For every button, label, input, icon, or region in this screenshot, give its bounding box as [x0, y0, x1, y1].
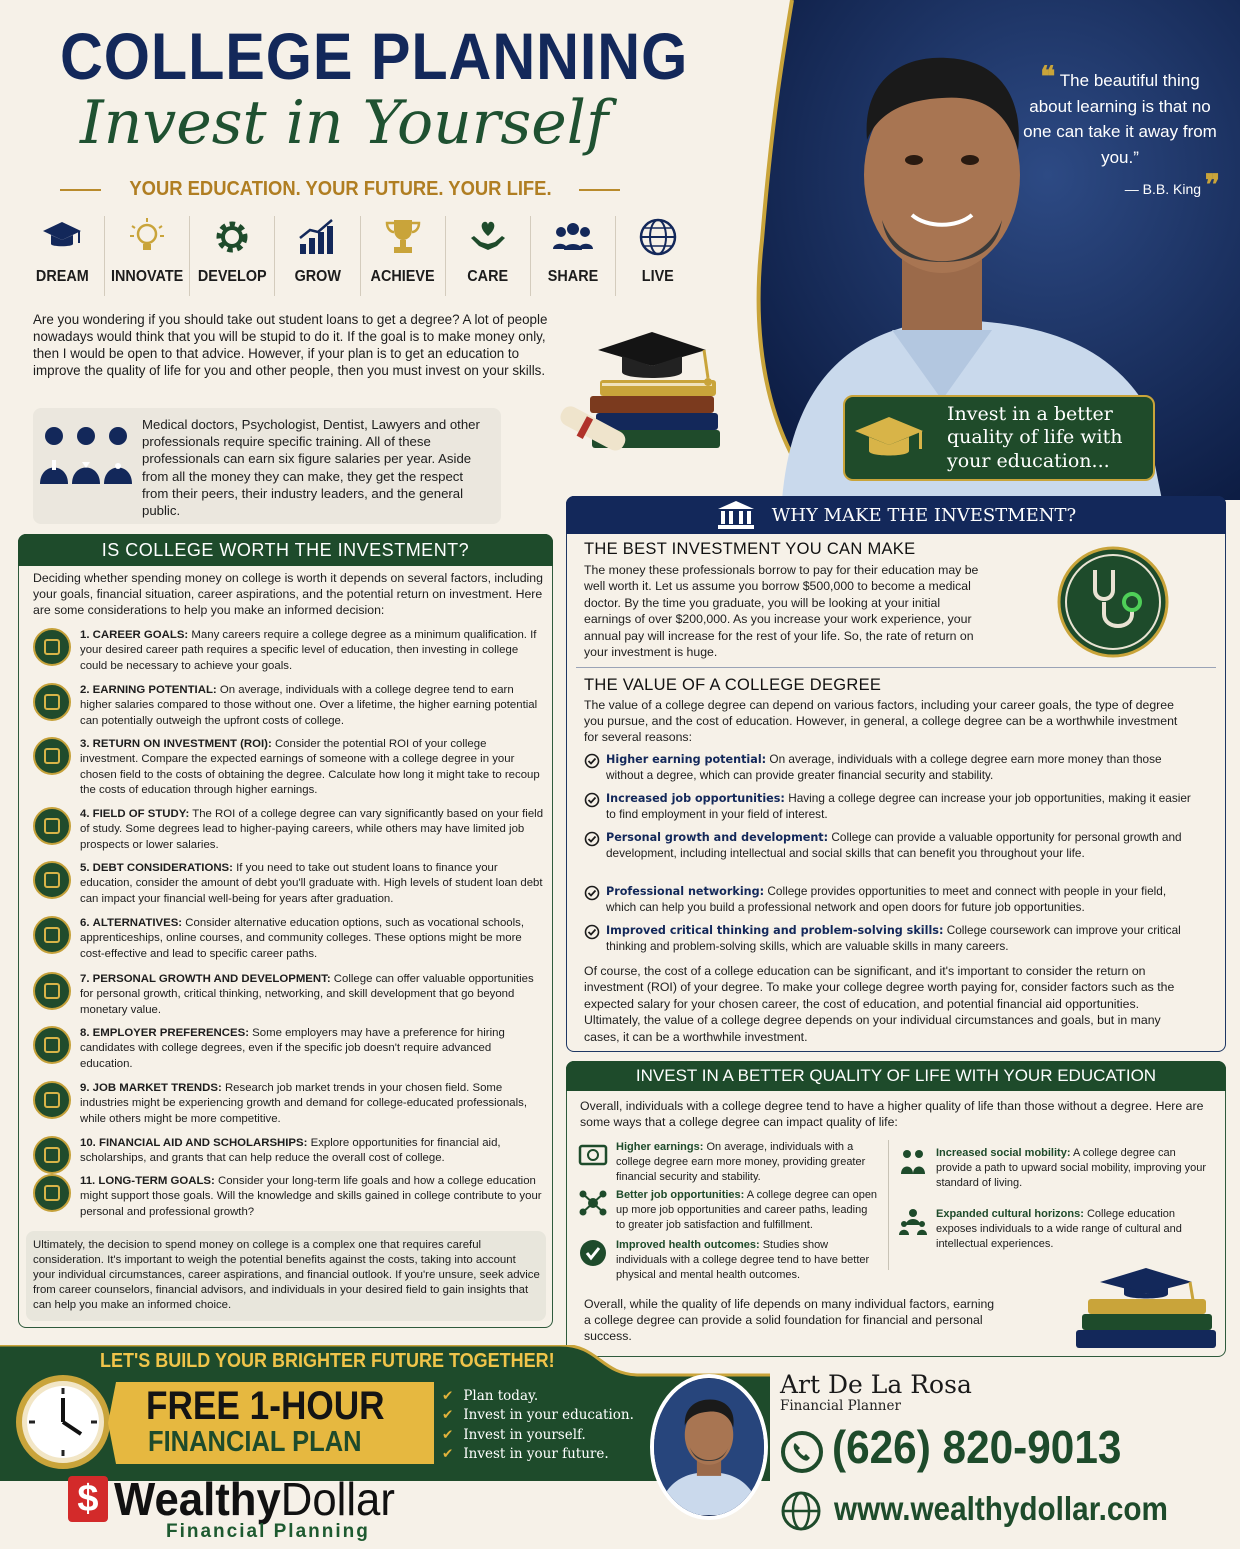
list-item: 11. LONG-TERM GOALS: Consider your long-term life goals and how a college education might support those goals. Will the knowledge and skills gained in college contribute to your personal and professional growth?	[33, 1174, 545, 1220]
why-heading-bar	[566, 496, 1226, 534]
value-live	[616, 216, 700, 296]
list-item: 7. PERSONAL GROWTH AND DEVELOPMENT: College can offer valuable opportunities for personal growth, critical thinking, networking, and skill development that go beyond monetary value.	[33, 972, 545, 1018]
check-circle-icon	[584, 831, 600, 847]
worth-intro: Deciding whether spending money on college is worth it depends on several factors, including your goals, financial situation, career aspirations, and the potential return on investment. Here are some considerations to help you make an informed decision:	[33, 571, 543, 617]
value-label: SHARE	[547, 268, 599, 285]
close-quote-icon: ❞	[1204, 168, 1220, 201]
value-degree-intro: The value of a college degree can depend on various factors, including your career goals, the type of degree you pursue, and the cost of education. However, in general, a college degree can be a worthwhile investment for several reasons:	[584, 698, 1178, 744]
value-share	[531, 216, 616, 296]
check-circle-icon	[584, 792, 600, 808]
page-title: COLLEGE PLANNING	[60, 19, 689, 93]
alternatives-icon	[33, 916, 71, 954]
growth-icon	[33, 972, 71, 1010]
roi-icon	[33, 737, 71, 775]
quality-intro: Overall, individuals with a college degree tend to have a higher quality of life than those without a degree. Here are some ways that a college degree can impact quality of life:	[580, 1099, 1204, 1129]
worth-heading: IS COLLEGE WORTH THE INVESTMENT?	[18, 534, 553, 566]
list-item: Increased social mobility: A college degree can provide a path to upward social mobility, improving your standard of living.	[898, 1146, 1213, 1191]
quality-column-divider	[888, 1140, 889, 1270]
tagline-rule-right	[579, 189, 620, 191]
earning-icon	[33, 683, 71, 721]
quality-heading: INVEST IN A BETTER QUALITY OF LIFE WITH YOUR EDUCATION	[566, 1061, 1226, 1091]
list-item: 3. RETURN ON INVESTMENT (ROI): Consider the potential ROI of your college investment. Compare the expected earnings of someone with a college degree in your chosen field to the costs of obtaining the degree. Calculate how long it might take to recoup the costs of education through higher earnings.	[33, 737, 545, 799]
free-plan-line2: FINANCIAL PLAN	[148, 1426, 362, 1458]
value-label: GROW	[294, 268, 341, 285]
debt-icon	[33, 861, 71, 899]
bank-icon	[716, 500, 756, 530]
footer-headline: LET'S BUILD YOUR BRIGHTER FUTURE TOGETHER!	[100, 1350, 555, 1372]
list-item: 4. FIELD OF STUDY: The ROI of a college degree can vary significantly based on your field of study. Some degrees lead to higher-paying careers, while others may have limited job prospects or lower salaries.	[33, 807, 545, 853]
gear-icon	[211, 216, 253, 258]
quote-block	[1020, 60, 1220, 203]
list-item: Higher earnings: On average, individuals with a college degree earn more money, providing greater financial security and stability.	[578, 1140, 878, 1185]
list-item: Improved health outcomes: Studies show individuals with a college degree tend to have better physical and mental health outcomes.	[578, 1238, 878, 1283]
best-investment-heading: THE BEST INVESTMENT YOU CAN MAKE	[584, 540, 916, 558]
list-item: Improved critical thinking and problem-solving skills: College coursework can improve your critical thinking and problem-solving skills, which are valuable skills in many careers.	[584, 923, 1194, 955]
books-cap-illustration	[1068, 1266, 1220, 1352]
footer-checklist	[442, 1387, 634, 1464]
advisor-name: Art De La Rosa	[780, 1370, 972, 1399]
career-icon	[33, 628, 71, 666]
list-item: 1. CAREER GOALS: Many careers require a college degree as a minimum qualification. If your desired career path requires a specific level of education, then investing in college could be necessary to achieve your goals.	[33, 628, 545, 674]
advisor-title: Financial Planner	[780, 1398, 901, 1414]
value-label: DEVELOP	[197, 268, 267, 285]
mobility-icon	[898, 1146, 928, 1176]
value-label: CARE	[467, 268, 509, 285]
money-icon	[578, 1140, 608, 1170]
value-develop	[190, 216, 275, 296]
quote-author: — B.B. King ❞	[1124, 168, 1220, 201]
market-trends-icon	[33, 1081, 71, 1119]
financial-aid-icon	[33, 1136, 71, 1174]
website-link[interactable]: www.wealthydollar.com	[834, 1490, 1168, 1527]
network-icon	[578, 1188, 608, 1218]
tagline: YOUR EDUCATION. YOUR FUTURE. YOUR LIFE.	[128, 178, 552, 200]
worth-conclusion: Ultimately, the decision to spend money on college is a complex one that requires careful consideration. It's important to weigh the potential benefits against the costs, taking into account your individual circumstances, career aspirations, and financial outlook. If you're unsure, seek advice from career counselors, financial advisors, and individuals in your desired field to gain insights that can help you make an informed choice.	[33, 1239, 540, 1311]
graduation-cap-icon	[41, 216, 83, 258]
list-item: Expanded cultural horizons: College education exposes individuals to a wide range of cultural and intellectual experiences.	[898, 1207, 1213, 1252]
health-icon	[578, 1238, 608, 1268]
list-item: ✔ Invest in your future.	[442, 1445, 634, 1464]
professionals-text: Medical doctors, Psychologist, Dentist, Lawyers and other professionals require specific training. All of these professionals can earn six figure salaries per year. Aside from all the money they can make, they get the respect from their peers, their industry leaders, and the general public.	[142, 417, 480, 519]
long-term-icon	[33, 1174, 71, 1212]
open-quote-icon: ❝	[1040, 60, 1056, 93]
tagline-row	[60, 178, 620, 201]
free-plan-line1: FREE 1-HOUR	[146, 1384, 385, 1428]
value-achieve	[361, 216, 446, 296]
section-divider	[576, 667, 1216, 668]
list-item: Professional networking: College provides opportunities to meet and connect with people in your field, which can help you build a professional network and open doors for future job opportunities.	[584, 884, 1194, 916]
check-circle-icon	[584, 924, 600, 940]
value-label: INNOVATE	[111, 268, 184, 285]
tagline-rule-left	[60, 189, 101, 191]
heart-hands-icon	[467, 216, 509, 258]
globe-icon	[780, 1490, 822, 1532]
dollar-logo-icon: $	[68, 1476, 108, 1522]
check-icon: ✔	[442, 1388, 454, 1404]
list-item: 9. JOB MARKET TRENDS: Research job market trends in your chosen field. Some industries might be experiencing growth and demand for college-educated professionals, while others might be more competitive.	[33, 1081, 545, 1127]
culture-icon	[898, 1207, 928, 1237]
brand-logo: WealthyDollar	[114, 1473, 395, 1525]
value-dream	[20, 216, 105, 296]
list-item: 6. ALTERNATIVES: Consider alternative education options, such as vocational schools, apprenticeships, online courses, and community colleges. These options might be more cost-effective and lead to specific career paths.	[33, 916, 545, 962]
quality-conclusion: Overall, while the quality of life depends on many individual factors, earning a college degree can provide a solid foundation for financial and personal success.	[584, 1297, 995, 1343]
quote-text: The beautiful thing about learning is that no one can take it away from you.”	[1023, 71, 1217, 167]
clock-icon	[15, 1374, 111, 1470]
professionals-icon	[38, 422, 134, 492]
trophy-icon	[382, 216, 424, 258]
check-icon: ✔	[442, 1426, 454, 1443]
list-item: Increased job opportunities: Having a college degree can increase your job opportunities, making it easier to find employment in your field of interest.	[584, 791, 1194, 823]
people-icon	[552, 216, 594, 258]
values-icon-row	[20, 216, 700, 296]
check-icon: ✔	[442, 1407, 454, 1424]
value-innovate	[105, 216, 190, 296]
value-grow	[275, 216, 360, 296]
phone-number[interactable]: (626) 820-9013	[832, 1421, 1122, 1473]
field-of-study-icon	[33, 807, 71, 845]
script-subtitle: Invest in Yourself	[80, 88, 609, 158]
list-item: 10. FINANCIAL AID AND SCHOLARSHIPS: Explore opportunities for financial aid, scholarships, and grants that can help reduce the overall cost of college.	[33, 1136, 545, 1174]
stethoscope-icon	[1057, 546, 1169, 658]
lightbulb-icon	[126, 216, 168, 258]
list-item: 8. EMPLOYER PREFERENCES: Some employers may have a preference for hiring candidates with college degrees, even if the specific job doesn't require advanced education.	[33, 1026, 545, 1072]
globe-icon	[637, 216, 679, 258]
employer-icon	[33, 1026, 71, 1064]
list-item: ✔ Invest in your education.	[442, 1406, 634, 1425]
list-item: Higher earning potential: On average, individuals with a college degree earn more money than those without a degree, which can provide greater financial security and stability.	[584, 752, 1194, 784]
intro-paragraph: Are you wondering if you should take out student loans to get a degree? A lot of people nowadays would think that you will be stupid to do it. If the goal is to make money only, then I would be open to that advice. However, if your plan is to get an education to improve the quality of life for you and other people, then you must invest on your skills.	[33, 312, 548, 378]
list-item: Better job opportunities: A college degree can open up more job opportunities and career paths, leading to greater job satisfaction and fulfillment.	[578, 1188, 878, 1233]
value-label: ACHIEVE	[370, 268, 435, 285]
phone-icon	[780, 1430, 824, 1474]
value-care	[446, 216, 531, 296]
list-item: 2. EARNING POTENTIAL: On average, individuals with a college degree tend to earn higher salaries compared to those without one. Over a lifetime, the higher earning potential can potentially outweigh the upfront costs of college.	[33, 683, 545, 729]
list-item: Personal growth and development: College can provide a valuable opportunity for personal growth and development, including intellectual and social skills that can benefit you throughout your life.	[584, 830, 1194, 862]
list-item: ✔ Invest in yourself.	[442, 1426, 634, 1445]
value-label: DREAM	[35, 268, 89, 285]
why-heading: WHY MAKE THE INVESTMENT?	[771, 504, 1077, 526]
brand-subtitle: Financial Planning	[166, 1521, 370, 1542]
check-icon: ✔	[442, 1445, 454, 1462]
growth-chart-icon	[296, 216, 338, 258]
advisor-avatar	[650, 1374, 768, 1520]
value-degree-heading: THE VALUE OF A COLLEGE DEGREE	[584, 676, 882, 694]
value-degree-conclusion: Of course, the cost of a college education can be significant, and it's important to consider the return on investment (ROI) of your degree. To make your college degree worth paying for, consider factors such as the expected salary for your chosen career, the cost of education, and potential financial aid opportunities. Ultimately, the value of a college degree depends on your individual circumstances and goals, but in many cases, it can be a worthwhile investment.	[584, 964, 1175, 1044]
check-circle-icon	[584, 753, 600, 769]
best-investment-text: The money these professionals borrow to pay for their education may be well worth it. Let us assume you borrow $500,000 to become a medical doctor. By the time you graduate, you will be looking at your initial earnings of over $200,000. As you increase your work experience, your annual pay will increase for the rest of your life. So, the rate of return on your investment is huge.	[584, 563, 979, 660]
graduation-cap-icon	[853, 413, 925, 463]
invest-callout-text: Invest in a better quality of life with your education...	[947, 402, 1123, 472]
list-item: ✔ Plan today.	[442, 1387, 634, 1406]
invest-callout	[843, 395, 1155, 481]
check-circle-icon	[584, 885, 600, 901]
value-label: LIVE	[641, 268, 674, 285]
list-item: 5. DEBT CONSIDERATIONS: If you need to take out student loans to finance your education, consider the amount of debt you'll graduate with. High levels of student loan debt can impact your financial well-being for years after graduation.	[33, 861, 545, 907]
